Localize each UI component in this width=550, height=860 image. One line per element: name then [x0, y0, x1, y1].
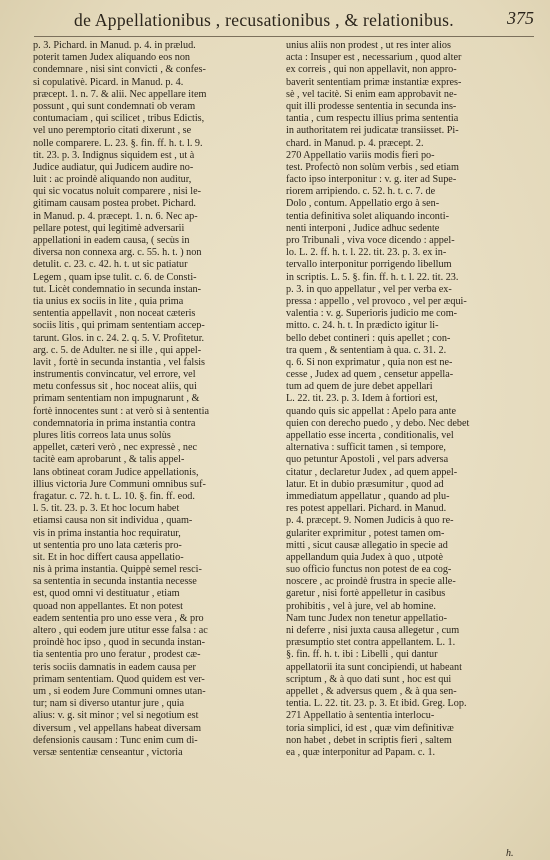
text-line: Legem , quam ipse tulit. c. 6. de Consti-: [33, 271, 197, 283]
text-line: arg. c. 5. de Adulter. ne si ille , qui appel-: [33, 344, 202, 356]
text-line: pellare potest, qui legitimè adversarii: [33, 222, 185, 234]
text-line: nis à prima instantia. Quippè semel resci-: [33, 564, 202, 576]
text-line: noscere , ac proindè frustra in specie alle-: [286, 576, 456, 588]
text-line: si copulativè. Picard. in Manud. p. 4.: [33, 76, 184, 88]
text-line: appellet , & adversus quem , & à qua sen-: [286, 685, 457, 697]
text-line: gulariter exprimitur , potest tamen om-: [286, 527, 445, 539]
text-line: q. 6. Si non exprimatur , quia non est ne-: [286, 356, 453, 368]
text-line: suo officio functus non potest de ea cog-: [286, 564, 452, 576]
text-line: quoad non appellantes. Et non potest: [33, 600, 183, 612]
text-line: lo. L. 2. ff. h. t. l. 22. tit. 23. p. 3. ex in-: [286, 247, 447, 259]
text-line: instrumentis convincatur, vel errore, vel: [33, 369, 196, 381]
text-line: acta : Insuper est , necessarium , quod alter: [286, 52, 462, 64]
text-line: 271 Appellatio à sententia interlocu-: [286, 710, 435, 722]
text-line: gitimam causam postea probet. Pichard.: [33, 198, 196, 210]
text-line: luit : ac proindè aliquando non auditur,: [33, 174, 192, 186]
page-number: 375: [507, 8, 534, 28]
text-line: lans obtineat coram Judice appellationis,: [33, 466, 199, 478]
text-line: tacitè eam aprobarunt , & talis appel-: [33, 454, 185, 466]
text-line: metu confessus sit , hoc noceat aliis, qui: [33, 381, 197, 393]
text-line: quando quis sic appellat : Apelo para ante: [286, 405, 457, 417]
text-line: toria simplici, id est , quæ vim definitivæ: [286, 722, 454, 734]
text-line: baverit sententiam primæ instantiæ expres-: [286, 76, 462, 88]
text-line: tarunt. Glos. in c. 24. 2. q. 5. V. Profitetur.: [33, 332, 205, 344]
text-line: latur. Et in dubio præsumitur , quod ad: [286, 478, 444, 490]
text-line: illius victoria Jure Communi omnibus suf-: [33, 478, 206, 490]
catchword: h.: [506, 848, 514, 859]
text-line: garetur , nisi fortè appelletur in casibus: [286, 588, 446, 600]
text-line: sententia appellavit , non noceat cæteris: [33, 308, 196, 320]
text-line: condemnatoria in prima instantia contra: [33, 417, 196, 429]
text-line: res potest appellari. Pichard. in Manud.: [286, 503, 447, 515]
text-line: tentia definitiva solet aliquando inconti-: [286, 210, 449, 222]
text-line: non habet , debet in scriptis fieri , saltem: [286, 734, 452, 746]
text-line: sa sententia in secunda instantia necesse: [33, 576, 197, 588]
text-line: cesse , Judex ad quem , censetur appella-: [286, 369, 454, 381]
text-line: chard. in Manud. p. 4. præcept. 2.: [286, 137, 424, 149]
text-line: etiamsi causa non sit individua , quam-: [33, 515, 193, 527]
text-line: præcept. 1. n. 7. & alii. Nec appellare item: [33, 88, 207, 100]
text-line: fortè innocentes sunt : at verò si à sententia: [33, 405, 209, 417]
text-line: p. 4. præcept. 9. Nomen Judicis à quo re-: [286, 515, 454, 527]
text-line: sè , vel tacitè. Si enim eam approbavit ne-: [286, 88, 457, 100]
text-line: appellatorii ita sunt concipiendi, ut habeant: [286, 661, 462, 673]
text-line: L. 22. tit. 23. p. 3. Idem à fortiori est,: [286, 393, 438, 405]
text-line: poterit tamen Judex aliquando eos non: [33, 52, 191, 64]
text-line: fragatur. c. 72. h. t. L. 10. §. fin. ff. eod.: [33, 490, 195, 502]
text-line: alius: v. g. sit minor ; vel si negotium est: [33, 710, 199, 722]
text-line: est, quod omni vi destituatur , etiam: [33, 588, 180, 600]
text-line: primam sententiam. Quod quidem est ver-: [33, 673, 205, 685]
text-line: condemnare , nisi sint convicti , & confes-: [33, 64, 206, 76]
text-line: eadem sententia pro uno esse vera , & pro: [33, 612, 204, 624]
text-line: valentia : v. g. Superioris judicio me com-: [286, 308, 458, 320]
text-line: diversa non connexa arg. c. 55. h. t. ) non: [33, 247, 202, 259]
text-line: primam sententiam non impugnarunt , &: [33, 393, 200, 405]
text-line: Judice audiatur, qui Judicem audire no-: [33, 161, 194, 173]
text-line: um , si eodem Jure Communi omnes utan-: [33, 685, 206, 697]
text-line: tervallo interponitur porrigendo libellum: [286, 259, 452, 271]
text-line: l. 5. tit. 23. p. 3. Et hoc locum habet: [33, 503, 180, 515]
text-line: §. fin. ff. h. t. ibi : Libelli , qui dantur: [286, 649, 438, 661]
text-line: prohibitis , vel à jure, vel ab homine.: [286, 600, 436, 612]
text-line: nenti interponi , Judice adhuc sedente: [286, 222, 440, 234]
text-line: nolle comparere. L. 23. §. fin. ff. h. t. l. 9.: [33, 137, 203, 149]
text-line: facto ipso interponitur : v. g. iter ad Supe-: [286, 174, 457, 186]
text-line: plures litis correos lata unus solùs: [33, 430, 171, 441]
text-line: immediatum appellatur , quando ad plu-: [286, 490, 450, 502]
running-head: de Appellationibus , recusationibus , & relationibus.: [74, 10, 454, 30]
text-line: tum ad quem de jure debet appellari: [286, 381, 433, 393]
text-line: altero , qui eodem jure utitur esse falsa : ac: [33, 625, 208, 636]
text-line: bello debet contineri : quis apellet ; con-: [286, 332, 451, 344]
text-line: possunt , qui sunt condemnati ob veram: [33, 100, 196, 112]
text-line: in authoritatem rei judicatæ transiisset. Pi-: [286, 125, 459, 137]
text-line: diversum , vel appellans habeat diversam: [33, 722, 202, 734]
text-line: in Manud. p. 4. præcept. 1. n. 6. Nec ap-: [33, 210, 198, 222]
text-line: tia unius ex sociis in lite , quia prima: [33, 295, 184, 307]
text-line: teris sociis damnatis in eadem causa per: [33, 661, 196, 673]
text-line: tra quem , & sententiam à qua. c. 31. 2.: [286, 344, 447, 356]
text-line: præsumptio stet contra appellantem. L. 1.: [286, 637, 456, 649]
text-line: tur; nam si diverso utantur jure , quia: [33, 698, 185, 710]
text-line: p. 3. Pichard. in Manud. p. 4. in prælud.: [33, 40, 196, 51]
text-line: alternativa : sufficit tamen , si tempore,: [286, 442, 446, 454]
text-line: vis in prima instantia hoc requiratur,: [33, 527, 181, 539]
left-text-column: [33, 40, 277, 759]
text-line: p. 3. in quo appellatur , vel per verba ex-: [286, 283, 452, 295]
text-line: lavit , fortè in secunda instantia , vel falsis: [33, 356, 206, 368]
text-line: mitti , sicut causæ allegatio in specie ad: [286, 539, 448, 551]
text-line: versæ sententiæ censeantur , victoria: [33, 746, 183, 758]
text-line: unius aliis non prodest , ut res inter alios: [286, 40, 451, 51]
text-line: ex correis , qui non appellavit, non appro-: [286, 64, 457, 76]
text-line: Dolo , contum. Appellatio ergo à sen-: [286, 198, 440, 210]
text-line: test. Profectò non solùm verbis , sed etiam: [286, 161, 459, 173]
right-text-column: [286, 40, 530, 759]
text-line: qui sic vocatus noluit comparere , nisi le-: [33, 186, 202, 198]
text-line: defensionis causam : Tunc enim cum di-: [33, 734, 198, 746]
page-header: [34, 6, 534, 37]
text-line: citatur , declaretur Judex , ad quem appel-: [286, 466, 458, 478]
text-line: riorem arripiendo. c. 52. h. t. c. 7. de: [286, 186, 436, 198]
text-line: tantia , cum respectu illius prima sententia: [286, 113, 459, 125]
text-line: proindè hoc ipso , quod in secunda instan-: [33, 637, 206, 649]
text-line: in scriptis. L. 5. §. fin. ff. h. t. l. 22. tit. 23.: [286, 271, 459, 283]
text-line: quit illi prodesse sententia in secunda ins-: [286, 100, 457, 112]
text-line: pressa : appello , vel provoco , vel per æqui-: [286, 295, 467, 307]
text-line: pro Tribunali , viva voce dicendo : appel-: [286, 235, 455, 246]
text-line: vel uno peremptorio citati dixerunt , se: [33, 125, 192, 137]
text-line: ut sententia pro uno lata cæteris pro-: [33, 539, 182, 551]
text-line: scriptum , & à quo dati sunt , hoc est qui: [286, 673, 452, 685]
text-line: mitto. c. 24. h. t. In prædicto igitur li-: [286, 320, 439, 332]
text-line: detulit. c. 23. c. 42. h. t. ut sic patiatur: [33, 259, 188, 271]
text-line: ni deferre , nisi juxta causa allegetur , cum: [286, 625, 460, 636]
text-line: ea , quæ interponitur ad Papam. c. 1.: [286, 746, 436, 758]
text-line: appellet, cæteri verò , nec expressè , nec: [33, 442, 198, 454]
text-line: tentia. L. 22. tit. 23. p. 3. Et ibid. Greg. Lop.: [286, 698, 467, 710]
text-line: quien con derecho puedo , y debo. Nec debet: [286, 417, 470, 429]
text-line: tia sententia pro uno feratur , prodest cæ-: [33, 649, 201, 661]
text-line: tut. Licèt condemnatio in secunda instan-: [33, 283, 202, 295]
text-line: appellationi in eadem causa, ( secùs in: [33, 235, 190, 246]
text-line: tit. 23. p. 3. Indignus siquidem est , ut à: [33, 149, 195, 161]
text-line: 270 Appellatio variis modis fieri po-: [286, 149, 435, 161]
text-line: sit. Et in hoc differt causa appellatio-: [33, 551, 184, 563]
text-line: quo petuntur Apostoli , vel pars adversa: [286, 454, 449, 466]
text-line: Nam tunc Judex non tenetur appellatio-: [286, 612, 447, 624]
text-line: sociis litis , qui primam sententiam accep-: [33, 320, 205, 332]
text-line: appellandum quia Judex à quo , utpotè: [286, 551, 444, 563]
text-line: contumaciam , qui scilicet , tribus Edictis,: [33, 113, 205, 125]
text-line: appellatio esse incerta , conditionalis, vel: [286, 430, 454, 441]
